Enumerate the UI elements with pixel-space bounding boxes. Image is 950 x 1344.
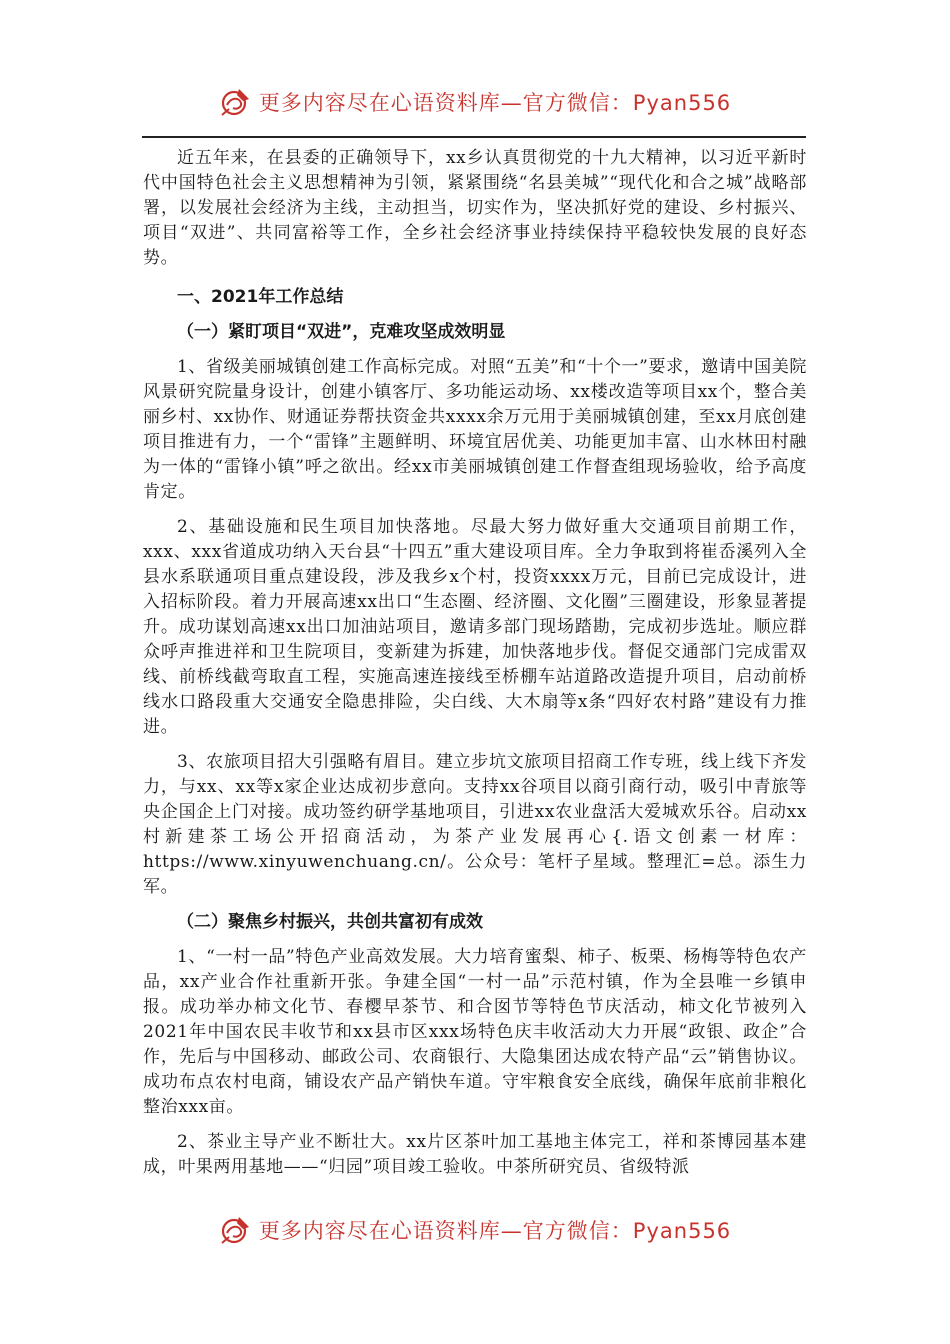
header-divider <box>142 136 806 138</box>
subsection-heading-1: （一）紧盯项目“双进”，克难攻坚成效明显 <box>177 322 506 342</box>
pen-swirl-logo-icon <box>219 85 253 119</box>
paragraph: 2、基础设施和民生项目加快落地。尽最大努力做好重大交通项目前期工作，xxx、xxx省道成功纳入天台县“十四五”重大建设项目库。全力争取到将崔岙溪列入全县水系联通项目重点建设段，涉及我乡x个村，投资xxxx万元，目前已完成设计，进入招标阶段。着力开展高速xx出口“生态圈、经济圈、文化圈”三圈建设，形象显著提升。成功谋划高速xx出口加油站项目，邀请多部门现场踏勘，完成初步选址。顺应群众呼声推进祥和卫生院项目，变新建为拆建，加快落地步伐。督促交通部门完成雷双线、前桥线截弯取直工程，实施高速连接线至桥棚车站道路改造提升项目，启动前桥线水口路段重大交通安全隐患排险，尖白线、大木扇等x条“四好农村路”建设有力推进。 <box>143 517 807 737</box>
document-body <box>143 146 807 1190</box>
footer-banner <box>0 1210 950 1250</box>
paragraph: 1、省级美丽城镇创建工作高标完成。对照“五美”和“十个一”要求，邀请中国美院风景研究院量身设计，创建小镇客厅、多功能运动场、xx楼改造等项目xx个，整合美丽乡村、xx协作、财通证券帮扶资金共xxxx余万元用于美丽城镇创建，至xx月底创建项目推进有力，一个“雷锋”主题鲜明、环境宜居优美、功能更加丰富、山水林田村融为一体的“雷锋小镇”呼之欲出。经xx市美丽城镇创建工作督查组现场验收，给予高度肯定。 <box>143 357 807 502</box>
header-banner-text: 更多内容尽在心语资料库—官方微信：Pyan556 <box>258 91 732 115</box>
intro-paragraph: 近五年来，在县委的正确领导下，xx乡认真贯彻党的十九大精神，以习近平新时代中国特色社会主义思想精神为引领，紧紧围绕“名县美城”“现代化和合之城”战略部署，以发展社会经济为主线，主动担当，切实作为，坚决抓好党的建设、乡村振兴、项目“双进”、共同富裕等工作，全乡社会经济事业持续保持平稳较快发展的良好态势。 <box>143 148 807 268</box>
paragraph: 2、茶业主导产业不断壮大。xx片区茶叶加工基地主体完工，祥和茶博园基本建成，叶果两用基地——“归园”项目竣工验收。中茶所研究员、省级特派 <box>143 1132 807 1177</box>
header-banner <box>0 82 950 122</box>
section-heading: 一、2021年工作总结 <box>177 287 344 307</box>
paragraph: 1、“一村一品”特色产业高效发展。大力培育蜜梨、柿子、板栗、杨梅等特色农产品，xx产业合作社重新开张。争建全国“一村一品”示范村镇，作为全县唯一乡镇申报。成功举办柿文化节、春樱早茶节、和合囡节等特色节庆活动，柿文化节被列入2021年中国农民丰收节和xx县市区xxx场特色庆丰收活动大力开展“政银、政企”合作，先后与中国移动、邮政公司、农商银行、大隐集团达成农特产品“云”销售协议。成功布点农村电商，铺设农产品产销快车道。守牢粮食安全底线，确保年底前非粮化整治xxx亩。 <box>143 947 807 1117</box>
paragraph: 3、农旅项目招大引强略有眉目。建立步坑文旅项目招商工作专班，线上线下齐发力，与xx、xx等x家企业达成初步意向。支持xx谷项目以商引商行动，吸引中青旅等央企国企上门对接。成功签约研学基地项目，引进xx农业盘活大爱城欢乐谷。启动xx村新建茶工场公开招商活动，为茶产业发展再心{.语文创素一材库：https://www.xinyuwenchuang.cn/。公众号：笔杆子星域。整理汇=总。添生力军。 <box>143 752 807 897</box>
subsection-heading-2: （二）聚焦乡村振兴，共创共富初有成效 <box>177 912 483 932</box>
pen-swirl-logo-icon <box>219 1213 253 1247</box>
footer-banner-text: 更多内容尽在心语资料库—官方微信：Pyan556 <box>258 1219 732 1243</box>
